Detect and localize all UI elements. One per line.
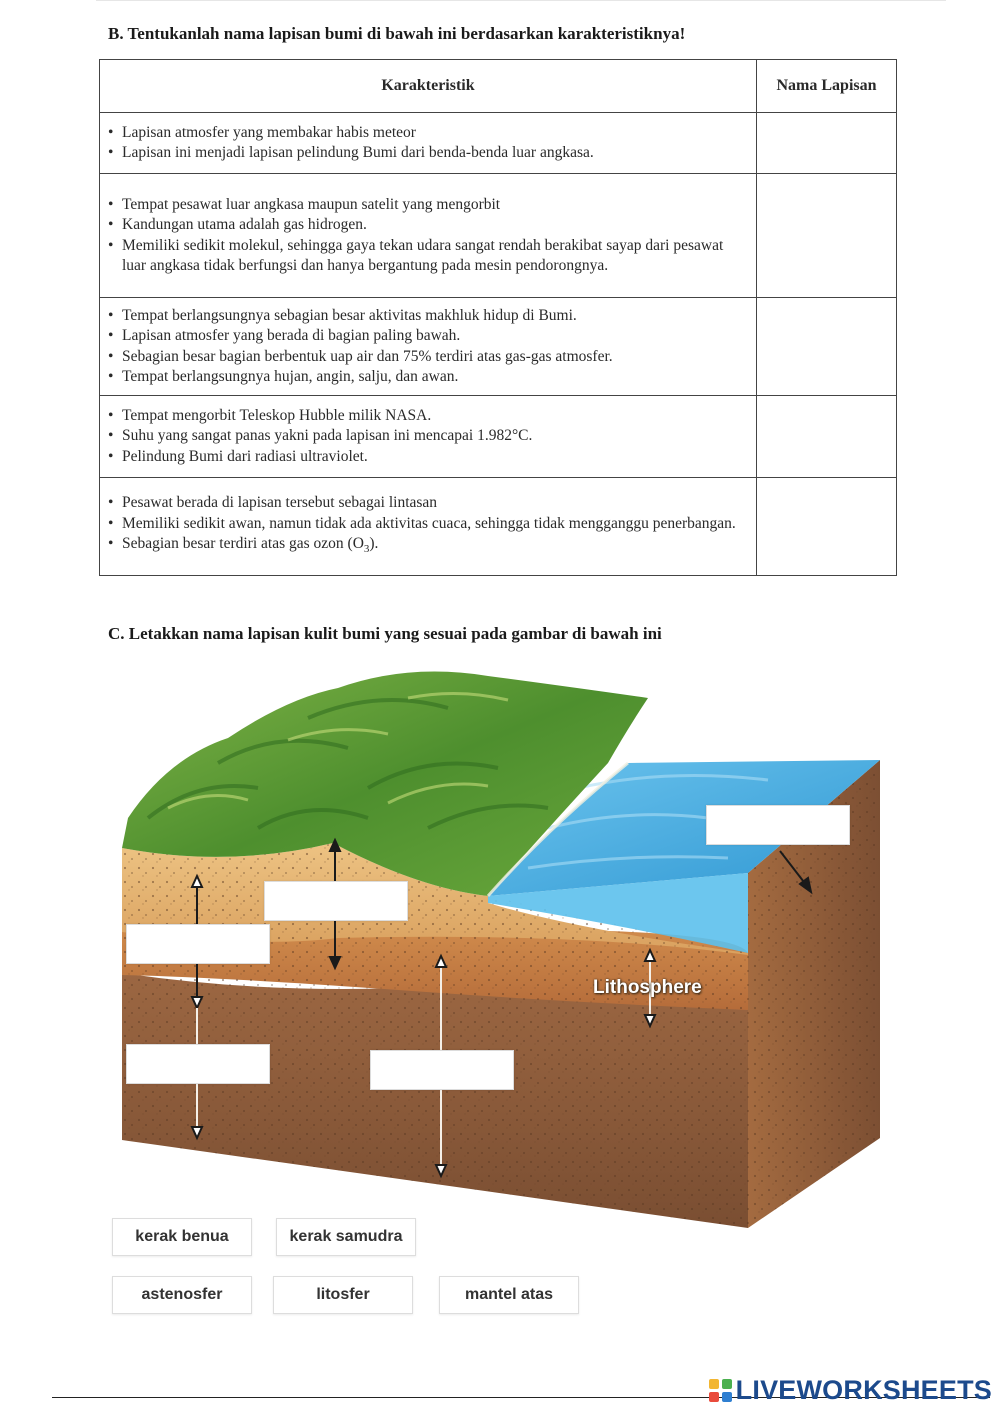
characteristic-item: • Sebagian besar bagian berbentuk uap air dan 75% terdiri atas gas-gas atmosfer. — [108, 347, 748, 368]
characteristic-item: • Tempat mengorbit Teleskop Hubble milik NASA. — [108, 406, 748, 427]
table-row — [100, 396, 897, 478]
table-row — [100, 113, 897, 174]
answer-cell[interactable] — [757, 174, 897, 298]
characteristic-item: • Memiliki sedikit awan, namun tidak ada aktivitas cuaca, sehingga tidak mengganggu penerbangan. — [108, 514, 748, 535]
chip-mantel-atas[interactable]: mantel atas — [439, 1276, 579, 1314]
characteristic-item: • Pelindung Bumi dari radiasi ultraviolet. — [108, 447, 748, 468]
characteristic-item: • Tempat berlangsungnya sebagian besar aktivitas makhluk hidup di Bumi. — [108, 306, 748, 327]
earth-layers-diagram — [108, 668, 894, 1228]
ozone-subscript: 3 — [363, 543, 370, 556]
table-row — [100, 298, 897, 396]
ozone-suffix: ). — [369, 535, 379, 553]
characteristic-item: • Pesawat berada di lapisan tersebut sebagai lintasan — [108, 493, 748, 514]
lithosphere-label: Lithosphere — [593, 977, 702, 998]
characteristics-cell — [100, 298, 757, 396]
table-row — [100, 174, 897, 298]
characteristic-item: • Tempat pesawat luar angkasa maupun satelit yang mengorbit — [108, 195, 748, 216]
drop-zone-oceanic-crust[interactable] — [706, 805, 850, 845]
chip-astenosfer[interactable]: astenosfer — [112, 1276, 252, 1314]
characteristic-item: • Kandungan utama adalah gas hidrogen. — [108, 215, 748, 236]
answer-cell[interactable] — [757, 396, 897, 478]
drop-zone-left-lower[interactable] — [126, 1044, 270, 1084]
answer-cell[interactable] — [757, 298, 897, 396]
characteristics-cell — [100, 478, 757, 576]
header-karakteristik: Karakteristik — [100, 60, 757, 113]
characteristic-item: • Lapisan atmosfer yang berada di bagian paling bawah. — [108, 326, 748, 347]
drop-zone-left-upper[interactable] — [126, 924, 270, 964]
characteristics-cell — [100, 174, 757, 298]
drop-zone-crust[interactable] — [264, 881, 408, 921]
table-row — [100, 478, 897, 576]
liveworksheets-brand: LIVEWORKSHEETS — [735, 1375, 992, 1405]
characteristics-cell — [100, 113, 757, 174]
characteristics-cell — [100, 396, 757, 478]
characteristic-item: • Tempat berlangsungnya hujan, angin, salju, dan awan. — [108, 367, 748, 388]
chip-kerak-benua[interactable]: kerak benua — [112, 1218, 252, 1256]
chip-kerak-samudra[interactable]: kerak samudra — [276, 1218, 416, 1256]
header-nama-lapisan: Nama Lapisan — [757, 60, 897, 113]
answer-cell[interactable] — [757, 478, 897, 576]
characteristic-item — [108, 534, 748, 560]
characteristic-item: • Suhu yang sangat panas yakni pada lapisan ini mencapai 1.982°C. — [108, 426, 748, 447]
characteristics-table — [99, 59, 897, 576]
characteristic-item: • Lapisan atmosfer yang membakar habis meteor — [108, 123, 748, 144]
characteristic-item: • Memiliki sedikit molekul, sehingga gaya tekan udara sangat rendah berakibat sayap dari pesawat luar angkasa tidak berfungsi dan hanya bergantung pada mesin pendorongnya. — [108, 236, 748, 277]
characteristic-item: • Lapisan ini menjadi lapisan pelindung Bumi dari benda-benda luar angkasa. — [108, 143, 748, 164]
top-rule — [96, 0, 946, 1]
section-b-heading: B. Tentukanlah nama lapisan bumi di bawah ini berdasarkan karakteristiknya! — [108, 24, 686, 43]
ozone-text: Sebagian besar terdiri atas gas ozon (O — [122, 535, 364, 553]
section-c-heading: C. Letakkan nama lapisan kulit bumi yang sesuai pada gambar di bawah ini — [108, 624, 662, 643]
drop-zone-mantle[interactable] — [370, 1050, 514, 1090]
liveworksheets-logo-icon — [708, 1378, 734, 1404]
table-header-row — [100, 60, 897, 113]
chip-litosfer[interactable]: litosfer — [273, 1276, 413, 1314]
liveworksheets-logo[interactable] — [708, 1375, 992, 1406]
answer-cell[interactable] — [757, 113, 897, 174]
